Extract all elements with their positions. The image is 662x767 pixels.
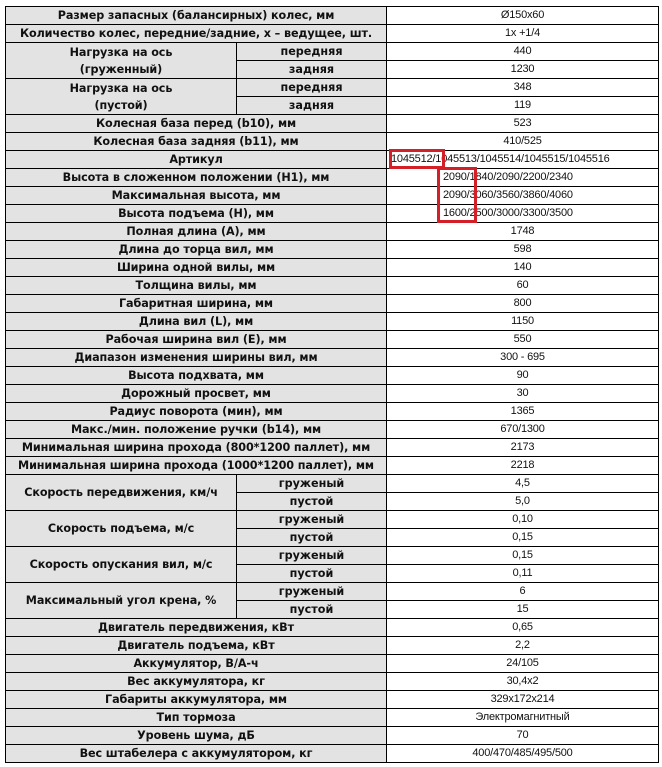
spec-value: 24/105 <box>387 655 659 673</box>
spec-value: 400/470/485/495/500 <box>387 745 659 763</box>
table-row <box>6 727 659 745</box>
table-row <box>6 691 659 709</box>
table-row <box>6 457 659 475</box>
spec-value: 1365 <box>387 403 659 421</box>
table-row <box>6 241 659 259</box>
spec-value: 550 <box>387 331 659 349</box>
sub-label: пустой <box>237 601 387 619</box>
sub-label: груженый <box>237 547 387 565</box>
spec-label: Вес аккумулятора, кг <box>6 673 387 691</box>
spec-value: 2,2 <box>387 637 659 655</box>
table-row <box>6 547 659 565</box>
spec-label: Вес штабелера с аккумулятором, кг <box>6 745 387 763</box>
table-row <box>6 277 659 295</box>
label-line: (пустой) <box>94 98 148 112</box>
spec-value: 140 <box>387 259 659 277</box>
spec-value: 30,4x2 <box>387 673 659 691</box>
specifications-table <box>5 6 659 763</box>
spec-value: 300 - 695 <box>387 349 659 367</box>
spec-label: Минимальная ширина прохода (800*1200 паллет), мм <box>6 439 387 457</box>
sub-label: груженый <box>237 511 387 529</box>
spec-value: 30 <box>387 385 659 403</box>
table-row <box>6 619 659 637</box>
spec-label: Колесная база задняя (b11), мм <box>6 133 387 151</box>
spec-value <box>387 187 659 205</box>
table-row <box>6 511 659 529</box>
table-row <box>6 43 659 61</box>
spec-value: 5,0 <box>387 493 659 511</box>
spec-value: 1748 <box>387 223 659 241</box>
sub-label: пустой <box>237 529 387 547</box>
spec-label: Уровень шума, дБ <box>6 727 387 745</box>
spec-value: 329x172x214 <box>387 691 659 709</box>
table-row <box>6 673 659 691</box>
table-row <box>6 259 659 277</box>
spec-label: Полная длина (A), мм <box>6 223 387 241</box>
sub-label: задняя <box>237 61 387 79</box>
spec-label: Артикул <box>6 151 387 169</box>
spec-value: 2218 <box>387 457 659 475</box>
highlighted-value: 1600 <box>443 207 467 219</box>
other-values: /1045513/1045514/1045515/1045516 <box>432 153 610 165</box>
spec-label: Рабочая ширина вил (E), мм <box>6 331 387 349</box>
spec-value: 670/1300 <box>387 421 659 439</box>
other-values: /3060/3560/3860/4060 <box>466 189 573 201</box>
spec-label: Высота в сложенном положении (H1), мм <box>6 169 387 187</box>
label-line: (груженный) <box>79 62 163 76</box>
table-row <box>6 367 659 385</box>
table-row <box>6 709 659 727</box>
spec-value: 70 <box>387 727 659 745</box>
table-row <box>6 385 659 403</box>
spec-label: Диапазон изменения ширины вил, мм <box>6 349 387 367</box>
table-row <box>6 25 659 43</box>
spec-value: Электромагнитный <box>387 709 659 727</box>
spec-value: 0,15 <box>387 547 659 565</box>
spec-value: 0,11 <box>387 565 659 583</box>
table-row <box>6 637 659 655</box>
table-row <box>6 115 659 133</box>
group-label: Скорость опускания вил, м/с <box>6 547 237 583</box>
table-row <box>6 79 659 97</box>
table-row <box>6 331 659 349</box>
spec-value: 523 <box>387 115 659 133</box>
table-row <box>6 223 659 241</box>
sub-label: передняя <box>237 43 387 61</box>
spec-value: 6 <box>387 583 659 601</box>
spec-value: Ø150x60 <box>387 7 659 25</box>
group-label: Скорость передвижения, км/ч <box>6 475 237 511</box>
spec-label: Дорожный просвет, мм <box>6 385 387 403</box>
spec-label: Аккумулятор, В/А-ч <box>6 655 387 673</box>
spec-label: Двигатель подъема, кВт <box>6 637 387 655</box>
table-row <box>6 133 659 151</box>
spec-label: Макс./мин. положение ручки (b14), мм <box>6 421 387 439</box>
sub-label: передняя <box>237 79 387 97</box>
spec-value: 119 <box>387 97 659 115</box>
spec-label: Количество колес, передние/задние, x – ведущее, шт. <box>6 25 387 43</box>
table-row <box>6 313 659 331</box>
spec-value: 90 <box>387 367 659 385</box>
table-row <box>6 403 659 421</box>
spec-label: Толщина вилы, мм <box>6 277 387 295</box>
table-row <box>6 169 659 187</box>
sub-label: груженый <box>237 475 387 493</box>
highlighted-value: 1045512 <box>391 153 433 165</box>
spec-value: 0,10 <box>387 511 659 529</box>
table-row <box>6 187 659 205</box>
sub-label: пустой <box>237 493 387 511</box>
table-row <box>6 295 659 313</box>
table-row <box>6 151 659 169</box>
spec-label: Максимальная высота, мм <box>6 187 387 205</box>
other-values: /2500/3000/3300/3500 <box>466 207 573 219</box>
label-line: Нагрузка на ось <box>69 81 173 95</box>
spec-value <box>387 151 659 169</box>
spec-label: Двигатель передвижения, кВт <box>6 619 387 637</box>
spec-label: Минимальная ширина прохода (1000*1200 паллет), мм <box>6 457 387 475</box>
spec-value: 1150 <box>387 313 659 331</box>
spec-value: 598 <box>387 241 659 259</box>
axle-loaded-label <box>6 43 237 79</box>
spec-value: 0,65 <box>387 619 659 637</box>
spec-label: Высота подъема (H), мм <box>6 205 387 223</box>
group-label: Скорость подъема, м/с <box>6 511 237 547</box>
table-row <box>6 583 659 601</box>
sub-label: груженый <box>237 583 387 601</box>
table-row <box>6 475 659 493</box>
spec-label: Размер запасных (балансирных) колес, мм <box>6 7 387 25</box>
table-row <box>6 439 659 457</box>
group-label: Максимальный угол крена, % <box>6 583 237 619</box>
table-row <box>6 349 659 367</box>
table-row <box>6 421 659 439</box>
spec-value: 1230 <box>387 61 659 79</box>
sub-label: задняя <box>237 97 387 115</box>
highlighted-value: 2090 <box>443 171 467 183</box>
spec-label: Длина вил (L), мм <box>6 313 387 331</box>
label-line: Нагрузка на ось <box>69 45 173 59</box>
spec-label: Габаритная ширина, мм <box>6 295 387 313</box>
spec-value: 1x +1/4 <box>387 25 659 43</box>
spec-label: Радиус поворота (мин), мм <box>6 403 387 421</box>
spec-value: 0,15 <box>387 529 659 547</box>
spec-value: 4,5 <box>387 475 659 493</box>
spec-label: Габариты аккумулятора, мм <box>6 691 387 709</box>
table-row <box>6 205 659 223</box>
spec-label: Колесная база перед (b10), мм <box>6 115 387 133</box>
spec-value: 348 <box>387 79 659 97</box>
spec-label: Ширина одной вилы, мм <box>6 259 387 277</box>
spec-label: Тип тормоза <box>6 709 387 727</box>
spec-value: 15 <box>387 601 659 619</box>
spec-value: 410/525 <box>387 133 659 151</box>
spec-value: 2173 <box>387 439 659 457</box>
other-values: /1840/2090/2200/2340 <box>466 171 573 183</box>
table-row <box>6 655 659 673</box>
spec-value <box>387 169 659 187</box>
axle-empty-label <box>6 79 237 115</box>
table-row <box>6 7 659 25</box>
spec-value: 60 <box>387 277 659 295</box>
table-row <box>6 745 659 763</box>
sub-label: пустой <box>237 565 387 583</box>
spec-label: Длина до торца вил, мм <box>6 241 387 259</box>
highlighted-value: 2090 <box>443 189 467 201</box>
spec-value: 800 <box>387 295 659 313</box>
spec-value <box>387 205 659 223</box>
spec-label: Высота подхвата, мм <box>6 367 387 385</box>
spec-value: 440 <box>387 43 659 61</box>
